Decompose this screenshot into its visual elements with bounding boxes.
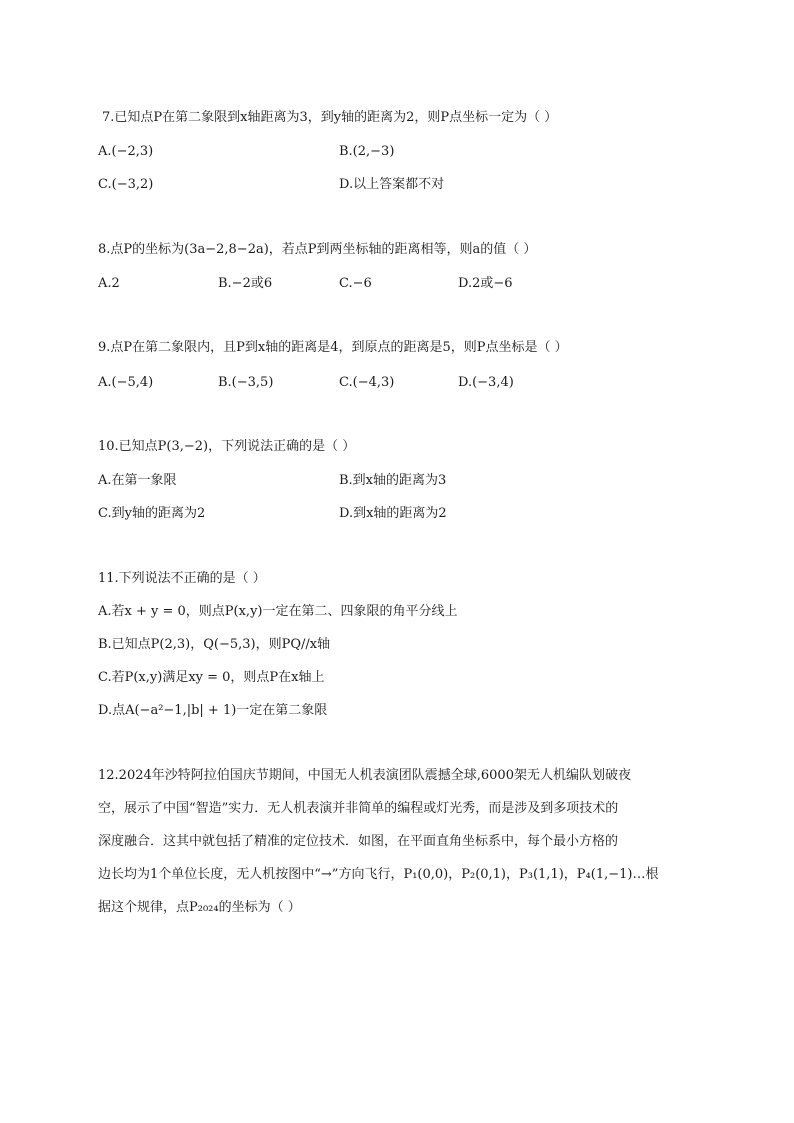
question-7-option-a: A.(−2,3) bbox=[98, 144, 154, 159]
question-7-stem: 7.已知点P在第二象限到x轴距离为3，到y轴的距离为2，则P点坐标一定为（ ） bbox=[102, 110, 558, 125]
question-8-stem: 8.点P的坐标为(3a−2,8−2a)，若点P到两坐标轴的距离相等，则a的值（ ） bbox=[98, 242, 537, 257]
question-10-option-b: B.到x轴的距离为3 bbox=[339, 473, 447, 488]
question-8-option-d: D.2或−6 bbox=[458, 276, 513, 291]
question-11-stem: 11.下列说法不正确的是（ ） bbox=[98, 571, 266, 586]
question-8-option-c: C.−6 bbox=[339, 276, 372, 291]
question-11-option-d: D.点A(−a²−1,|b| + 1)一定在第二象限 bbox=[98, 703, 328, 718]
question-10-stem: 10.已知点P(3,−2)，下列说法正确的是（ ） bbox=[98, 439, 356, 454]
question-12-line-2: 空，展示了中国“智造”实力．无人机表演并非简单的编程或灯光秀，而是涉及到多项技术的 bbox=[98, 801, 619, 816]
question-10-option-c: C.到y轴的距离为2 bbox=[98, 506, 206, 521]
question-11-option-a: A.若x + y = 0，则点P(x,y)一定在第二、四象限的角平分线上 bbox=[98, 604, 458, 619]
question-9-option-b: B.(−3,5) bbox=[218, 375, 274, 390]
question-10-option-d: D.到x轴的距离为2 bbox=[339, 506, 447, 521]
question-8-option-a: A.2 bbox=[98, 276, 120, 291]
question-7-option-c: C.(−3,2) bbox=[98, 177, 154, 192]
question-10-option-a: A.在第一象限 bbox=[98, 473, 177, 488]
question-8-option-b: B.−2或6 bbox=[218, 276, 273, 291]
question-11-option-b: B.已知点P(2,3)，Q(−5,3)，则PQ//x轴 bbox=[98, 637, 331, 652]
question-7-option-b: B.(2,−3) bbox=[339, 144, 395, 159]
question-9-option-d: D.(−3,4) bbox=[458, 375, 514, 390]
question-11-option-c: C.若P(x,y)满足xy = 0，则点P在x轴上 bbox=[98, 670, 325, 685]
question-12-line-4: 边长均为1个单位长度，无人机按图中“→”方向飞行，P₁(0,0)，P₂(0,1)，P₃(1,1)，P₄(1,−1)…根 bbox=[98, 867, 659, 882]
question-12-line-3: 深度融合．这其中就包括了精准的定位技术．如图，在平面直角坐标系中，每个最小方格的 bbox=[98, 834, 619, 849]
question-7-option-d: D.以上答案都不对 bbox=[339, 177, 445, 192]
question-12-line-5: 据这个规律，点P₂₀₂₄的坐标为（ ） bbox=[98, 900, 301, 915]
question-9-option-a: A.(−5,4) bbox=[98, 375, 154, 390]
question-12-line-1: 12.2024年沙特阿拉伯国庆节期间，中国无人机表演团队震撼全球,6000架无人机编队划破夜 bbox=[98, 768, 631, 783]
question-9-option-c: C.(−4,3) bbox=[339, 375, 395, 390]
question-9-stem: 9.点P在第二象限内，且P到x轴的距离是4，到原点的距离是5，则P点坐标是（ ） bbox=[98, 340, 568, 355]
